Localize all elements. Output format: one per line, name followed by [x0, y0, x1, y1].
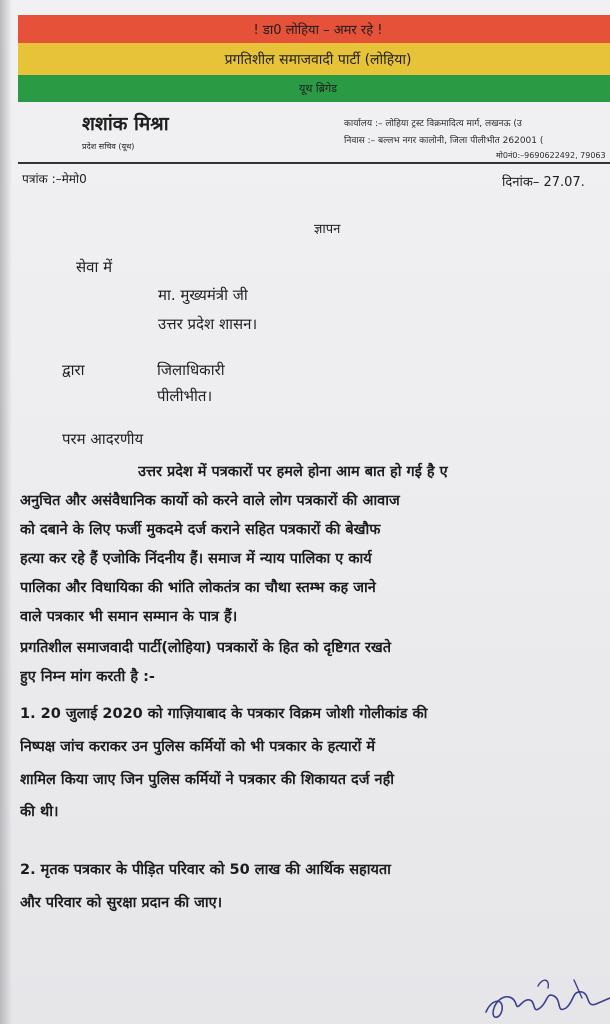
via-line-1: जिलाधिकारी	[157, 361, 225, 379]
body-line: हत्या कर रहे हैं एजोकि निंदनीय हैं। समाज में न्याय पालिका ए कार्य	[20, 551, 372, 567]
body-line: शामिल किया जाए जिन पुलिस कर्मियों ने पत्रकार की शिकायत दर्ज नही	[20, 772, 395, 788]
handwritten-signature	[478, 968, 610, 1024]
letterhead-party-name: प्रगतिशील समाजवादी पार्टी (लोहिया)	[224, 51, 412, 68]
greeting: परम आदरणीय	[62, 430, 144, 448]
to-label: सेवा में	[76, 258, 113, 276]
mobile-number: मो0नं0:–9690622492, 79063	[496, 151, 606, 160]
body-line: प्रगतिशील समाजवादी पार्टी(लोहिया) पत्रकारों के हित को दृष्टिगत रखते	[20, 640, 392, 656]
via-label: द्वारा	[62, 361, 85, 379]
sender-name: शशांक मिश्रा	[82, 113, 169, 135]
body-line: निष्पक्ष जांच कराकर उन पुलिस कर्मियों को भी पत्रकार के हत्यारों में	[20, 739, 376, 755]
body-line: और परिवार को सुरक्षा प्रदान की जाए।	[20, 895, 223, 911]
body-line: की थी।	[20, 804, 59, 820]
recipient-line-1: मा. मुख्यमंत्री जी	[158, 286, 248, 304]
letterhead-slogan: ! डा0 लोहिया – अमर रहे !	[253, 23, 383, 38]
page-shadow	[0, 0, 12, 1024]
office-address: कार्यालय :– लोहिया ट्रस्ट विक्रमादित्य मार्ग, लखनऊ (उ	[344, 119, 522, 129]
body-line: को दबाने के लिए फर्जी मुकदमे दर्ज कराने सहित पत्रकारों की बेखौफ	[20, 522, 381, 538]
letter-date: दिनांक– 27.07.	[502, 175, 585, 190]
recipient-line-2: उत्तर प्रदेश शासन।	[158, 315, 258, 333]
residence-address: निवास :– बल्लभ नगर कालोनी, जिला पीलीभीत 262001 (	[344, 136, 544, 146]
body-line: पालिका और विधायिका की भांति लोकतंत्र का चौथा स्तम्भ कह जाने	[20, 580, 376, 596]
body-line: वाले पत्रकार भी समान सम्मान के पात्र हैं।	[20, 609, 238, 625]
body-line: 1. 20 जुलाई 2020 को गाज़ियाबाद के पत्रकार विक्रम जोशी गोलीकांड की	[20, 706, 428, 722]
letterhead-party-band	[18, 43, 610, 75]
letterhead-wing: यूथ ब्रिगेड	[298, 82, 338, 95]
body-line: अनुचित और असंवैधानिक कार्यो को करने वाले लोग पत्रकारों की आवाज	[20, 493, 400, 509]
body-line: हुए निम्न मांग करती है :-	[20, 669, 155, 685]
header-divider	[18, 162, 610, 164]
letterhead-slogan-band	[18, 15, 610, 43]
sender-designation: प्रदेश सचिव (यूथ)	[82, 142, 135, 151]
subject-heading: ज्ञापन	[314, 222, 341, 237]
reference-number: पत्रांक :–मेमो0	[22, 172, 87, 186]
body-line: 2. मृतक पत्रकार के पीड़ित परिवार को 50 लाख की आर्थिक सहायता	[20, 862, 391, 878]
via-line-2: पीलीभीत।	[157, 387, 213, 405]
letterhead-wing-band	[18, 75, 610, 102]
body-line: उत्तर प्रदेश में पत्रकारों पर हमले होना आम बात हो गई है ए	[138, 464, 448, 480]
